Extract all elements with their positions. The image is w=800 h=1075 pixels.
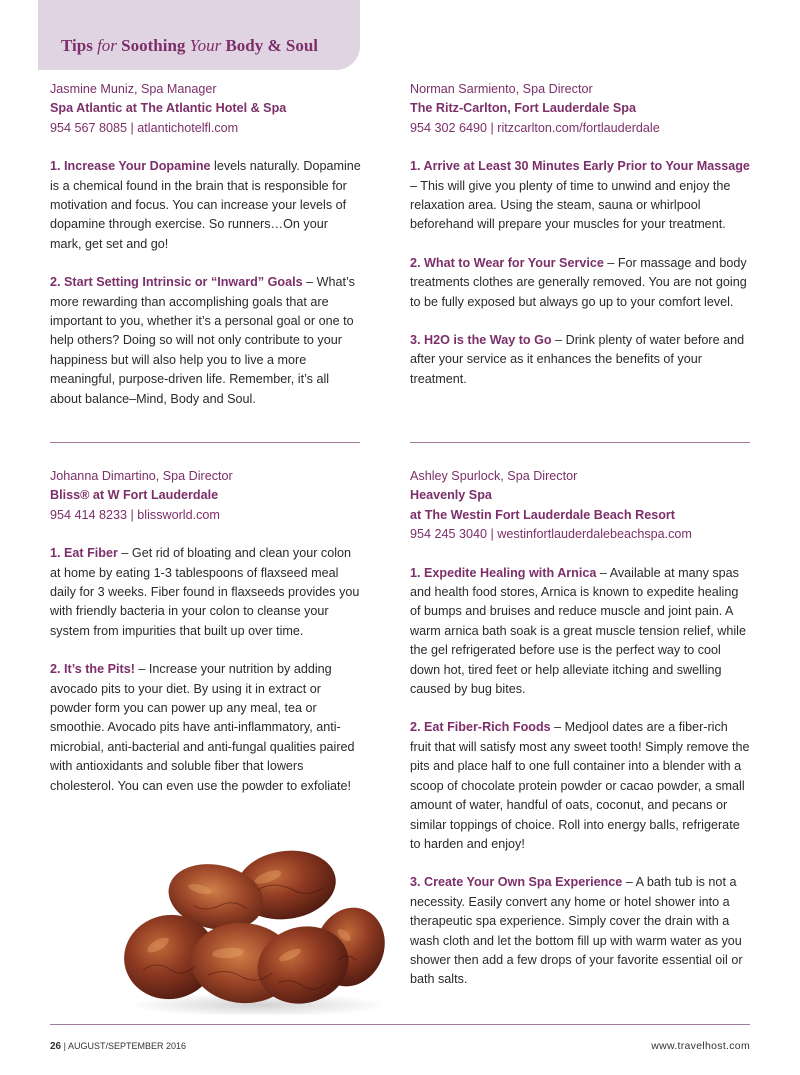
author-name: Jasmine Muniz, Spa Manager [50,82,217,96]
tip-item: 3. Create Your Own Spa Experience – A bath tub is not a necessity. Easily convert any home or hotel shower into a therapeutic spa experience. Simply cover the drain with a wash cloth and let the bottom fill up with warm water as you shower then add a few drops of your favorite essential oil or bath salts. [410,875,743,987]
spa-name: Heavenly Spa [410,488,492,503]
tip-item: 2. It’s the Pits! – Increase your nutrition by adding avocado pits to your diet. By using it in extract or powder form you can power up any meal, tea or smoothie. Avocado pits have anti-inflammatory, anti-microbial, anti-bacterial and anti-fungal qualities paired with antioxidants and soluble fiber that lowers cholesterol. You can even use the powder to exfoliate! [50,662,355,793]
footer-issue: 26 | AUGUST/SEPTEMBER 2016 [50,1041,187,1052]
section-jasmine [50,80,362,409]
author-name: Norman Sarmiento, Spa Director [410,82,593,96]
spa-name: The Ritz-Carlton, Fort Lauderdale Spa [410,101,637,116]
author-name: Ashley Spurlock, Spa Director [410,469,578,483]
spa-contact: 954 302 6490 | ritzcarlton.com/fortlauderdale [410,120,660,135]
tip-item: 2. Eat Fiber-Rich Foods – Medjool dates are a fiber-rich fruit that will satisfy most any sweet tooth! Simply remove the pits and place half to one full container into a blender with a scoop of chocolate protein powder or cacao powder, a small amount of water, handful of oats, coconut, and pecans or similar toppings of choice. Roll into energy balls, refrigerate to harden and enjoy! [410,720,750,851]
section-ashley [410,467,750,990]
spa-contact: 954 567 8085 | atlantichotelfl.com [50,120,239,135]
section-norman [410,80,750,389]
spa-name: Spa Atlantic at The Atlantic Hotel & Spa [50,101,287,116]
section-johanna [50,467,362,796]
tip-item: 3. H2O is the Way to Go – Drink plenty of water before and after your service as it enhances the benefits of your treatment. [410,333,745,386]
page-number: 26 [50,1041,62,1052]
spa-contact: 954 245 3040 | westinfortlauderdalebeachspa.com [410,527,692,542]
section-divider [410,442,750,443]
spa-location: at The Westin Fort Lauderdale Beach Resort [410,507,675,522]
tip-item: 1. Expedite Healing with Arnica – Available at many spas and health food stores, Arnica is known to expedite healing of bumps and bruises and reduce muscle and joint pain. A warm arnica bath soak is a great muscle tension relief, while the gel refrigerated before use is the perfect way to cool down hot, tired feet or help alleviate itching and swelling caused by bug bites. [410,565,746,697]
tip-item: 2. What to Wear for Your Service – For massage and body treatments clothes are generally removed. You are not going to be fully exposed but always go up to your comfort level. [410,255,747,309]
footer-website: www.travelhost.com [651,1040,750,1052]
tip-item: 1. Increase Your Dopamine levels naturally. Dopamine is a chemical found in the brain that is responsible for motivation and focus. You can increase your levels of dopamine through exercise. So runners…On your mark, get set and go! [50,159,361,251]
issue-date: AUGUST/SEPTEMBER 2016 [67,1041,187,1051]
spa-contact: 954 414 8233 | blissworld.com [50,507,220,522]
dates-image [118,835,390,1015]
tip-item: 1. Eat Fiber – Get rid of bloating and clean your colon at home by eating 1-3 tablespoons of flaxseed meal daily for 3 weeks. Fiber found in flaxseeds provides you with friendly bacteria in your colon to cleanse your system from impurities that built up over time. [50,546,360,638]
tip-item: 1. Arrive at Least 30 Minutes Early Prior to Your Massage – This will give you plenty of time to unwind and enjoy the relaxation area. Using the steam, sauna or whirlpool beforehand will prepare your muscles for your treatment. [410,159,750,232]
tip-item: 2. Start Setting Intrinsic or “Inward” Goals – What’s more rewarding than accomplishing goals that are important to you, whether it’s a personal goal or one to help others? Doing so will not only contribute to your happiness but will also help you to live a more meaningful, purpose-driven life. Remember, it’s all about balance–Mind, Body and Soul. [50,275,355,406]
footer-divider [50,1024,750,1025]
page-title: Tips for Soothing Your Body & Soul [61,36,319,55]
author-name: Johanna Dimartino, Spa Director [50,469,233,483]
header-tab [38,0,360,70]
spa-name: Bliss® at W Fort Lauderdale [50,488,219,503]
section-divider [50,442,360,443]
